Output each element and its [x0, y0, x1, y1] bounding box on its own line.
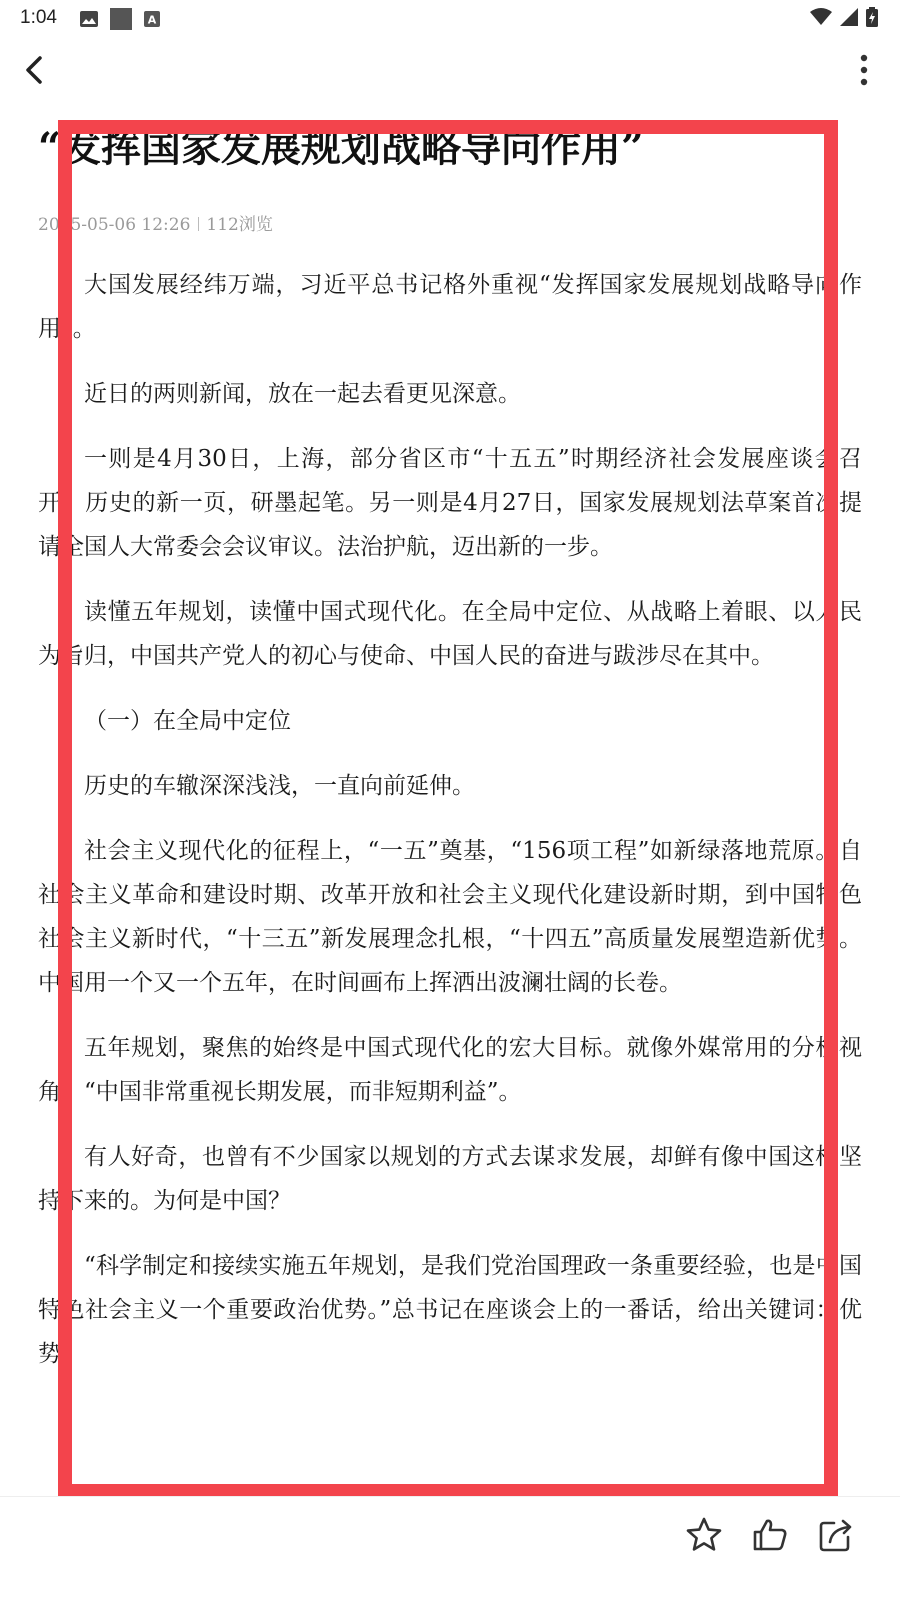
- status-left-icons: [80, 8, 160, 35]
- paragraph: 大国发展经纬万端，习近平总书记格外重视“发挥国家发展规划战略导向作用”。: [38, 272, 862, 342]
- paragraph: 有人好奇，也曾有不少国家以规划的方式去谋求发展，却鲜有像中国这样坚持下来的。为何是中国？: [38, 1144, 862, 1214]
- bottom-action-bar: [0, 1496, 900, 1601]
- favorite-button[interactable]: [684, 1515, 724, 1555]
- svg-text:A: A: [147, 13, 157, 27]
- partial-paragraph: [88, 1480, 525, 1496]
- like-button[interactable]: [750, 1515, 790, 1555]
- article-meta: [38, 210, 862, 235]
- star-icon: [684, 1540, 724, 1559]
- share-icon: [816, 1540, 856, 1559]
- square-icon: [110, 8, 132, 35]
- chevron-left-icon: [16, 75, 56, 94]
- article-body: [38, 263, 862, 1376]
- share-button[interactable]: [816, 1515, 856, 1555]
- view-count: 112浏览: [206, 215, 273, 235]
- meta-divider: [198, 217, 199, 231]
- status-bar: [0, 0, 900, 40]
- wifi-icon: [810, 8, 832, 31]
- more-vertical-icon: [836, 75, 876, 94]
- paragraph: 一则是4月30日，上海，部分省区市“十五五”时期经济社会发展座谈会召开。历史的新一页，研墨起笔。另一则是4月27日，国家发展规划法草案首次提请全国人大常委会会议审议。法治护航，迈出新的一步。: [38, 446, 862, 560]
- paragraph: 近日的两则新闻，放在一起去看更见深意。: [84, 381, 521, 407]
- paragraph: 社会主义现代化的征程上，“一五”奠基，“156项工程”如新绿落地荒原。自社会主义革命和建设时期、改革开放和社会主义现代化建设新时期，到中国特色社会主义新时代，“十三五”新发展理念扎根，“十四五”高质量发展塑造新优势。中国用一个又一个五年，在时间画布上挥洒出波澜壮阔的长卷。: [38, 838, 862, 996]
- paragraph: 读懂五年规划，读懂中国式现代化。在全局中定位、从战略上着眼、以人民为旨归，中国共产党人的初心与使命、中国人民的奋进与跋涉尽在其中。: [38, 599, 862, 669]
- more-options-button[interactable]: [836, 50, 876, 90]
- back-button[interactable]: [16, 50, 56, 90]
- paragraph: “科学制定和接续实施五年规划，是我们党治国理政一条重要经验，也是中国特色社会主义一个重要政治优势。”总书记在座谈会上的一番话，给出关键词：优势。: [38, 1253, 862, 1367]
- paragraph: 历史的车辙深深浅浅，一直向前延伸。: [84, 773, 475, 799]
- status-right-icons: [810, 7, 878, 32]
- paragraph: 五年规划，聚焦的始终是中国式现代化的宏大目标。就像外媒常用的分析视角，“中国非常重视长期发展，而非短期利益”。: [38, 1035, 862, 1105]
- publish-date: 2025-05-06 12:26: [38, 215, 191, 235]
- battery-icon: [866, 7, 878, 32]
- signal-icon: [840, 8, 858, 31]
- thumbs-up-icon: [750, 1540, 790, 1559]
- article-title: “发挥国家发展规划战略导向作用”: [38, 124, 645, 171]
- article: [38, 118, 862, 1397]
- image-icon: [80, 11, 98, 32]
- section-heading: （一）在全局中定位: [84, 708, 291, 734]
- a-box-icon: [144, 11, 160, 32]
- top-app-bar: [0, 40, 900, 100]
- status-time: 1:04: [20, 7, 57, 28]
